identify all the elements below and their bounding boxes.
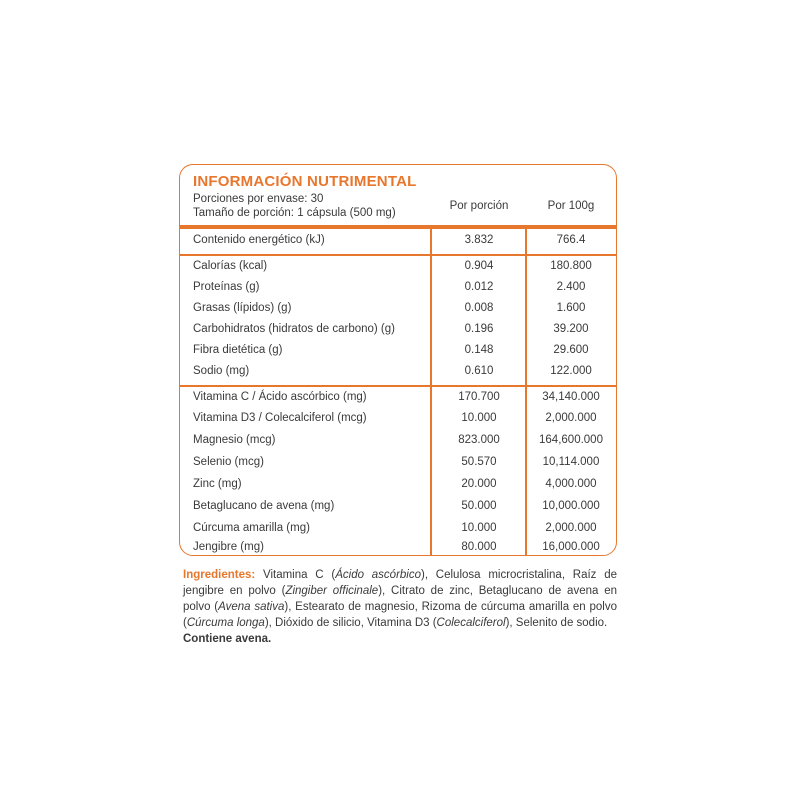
row-label: Jengibre (mg) [193,541,264,553]
table-row-energy [180,231,616,252]
table-row [180,497,616,518]
ingredients-scientific-name: Ácido ascórbico [335,569,421,581]
row-value-per-100g: 2.400 [556,281,586,293]
ingredients-text: ), Selenito de sodio. [505,617,608,629]
row-label: Grasas (lípidos) (g) [193,302,292,314]
section-divider [180,385,616,387]
row-label: Fibra dietética (g) [193,344,283,356]
row-label: Calorías (kcal) [193,260,268,272]
row-value-per-100g: 10,000.000 [542,500,600,512]
nutrition-facts-panel [179,164,617,556]
row-value-per-serving: 0.148 [464,344,494,356]
row-value-per-serving: 50.000 [461,500,497,512]
serving-size: Tamaño de porción: 1 cápsula (500 mg) [193,207,396,219]
table-row [180,519,616,540]
ingredients-scientific-name: Cúrcuma longa [186,617,265,629]
row-value-per-100g: 1.600 [556,302,586,314]
ingredients-paragraph [183,567,617,647]
table-row [180,257,616,278]
table-row [180,538,616,559]
row-value-per-serving: 0.008 [464,302,494,314]
table-row [180,409,616,430]
row-value-per-serving: 50.570 [461,456,497,468]
row-value-per-100g: 766.4 [556,234,586,246]
row-label: Betaglucano de avena (mg) [193,500,335,512]
allergen-statement: Contiene avena. [183,633,272,645]
servings-per-container: Porciones por envase: 30 [193,193,324,205]
col-header-per-100g: Por 100g [547,200,595,212]
row-value-per-serving: 0.904 [464,260,494,272]
row-label: Cúrcuma amarilla (mg) [193,522,310,534]
ingredients-scientific-name: Zingiber officinale [285,585,379,597]
row-value-per-serving: 3.832 [464,234,494,246]
row-value-per-serving: 20.000 [461,478,497,490]
table-row [180,299,616,320]
table-row [180,362,616,383]
row-value-per-serving: 10.000 [461,412,497,424]
row-value-per-serving: 0.610 [464,365,494,377]
row-value-per-100g: 2,000.000 [545,522,597,534]
row-label: Magnesio (mcg) [193,434,276,446]
row-value-per-100g: 10,114.000 [542,456,600,468]
row-value-per-serving: 170.700 [458,391,500,403]
row-value-per-100g: 2,000.000 [545,412,597,424]
row-value-per-100g: 122.000 [550,365,592,377]
row-value-per-serving: 10.000 [461,522,497,534]
row-label: Vitamina C / Ácido ascórbico (mg) [193,391,367,403]
row-label: Carbohidratos (hidratos de carbono) (g) [193,323,395,335]
row-label: Vitamina D3 / Colecalciferol (mcg) [193,412,367,424]
ingredients-scientific-name: Avena sativa [218,601,285,613]
table-row [180,320,616,341]
row-value-per-serving: 823.000 [458,434,500,446]
section-divider [180,254,616,256]
row-value-per-100g: 34,140.000 [542,391,600,403]
table-row [180,388,616,409]
row-label: Proteínas (g) [193,281,260,293]
table-row [180,341,616,362]
row-label: Sodio (mg) [193,365,250,377]
ingredients-text: Vitamina C ( [255,569,336,581]
ingredients-text: ), Estearato de magnesio, Rizoma de cúrcuma amarilla en polvo ( [183,601,617,629]
ingredients-label: Ingredientes: [183,569,256,581]
row-value-per-100g: 4,000.000 [545,478,597,490]
row-label: Zinc (mg) [193,478,242,490]
row-label: Selenio (mcg) [193,456,264,468]
row-value-per-serving: 0.012 [464,281,494,293]
row-value-per-serving: 0.196 [464,323,494,335]
ingredients-text: ), Citrato de zinc, Betaglucano de avena en polvo ( [183,585,617,613]
ingredients-text: ), Dióxido de silicio, Vitamina D3 ( [264,617,437,629]
table-row [180,453,616,474]
row-label: Contenido energético (kJ) [193,234,325,246]
col-header-per-serving: Por porción [449,200,509,212]
row-value-per-100g: 180.800 [550,260,592,272]
row-value-per-serving: 80.000 [461,541,497,553]
header-divider [180,225,616,229]
table-row [180,431,616,452]
row-value-per-100g: 164,600.000 [539,434,603,446]
table-row [180,278,616,299]
row-value-per-100g: 39.200 [553,323,589,335]
panel-title: INFORMACIÓN NUTRIMENTAL [193,173,417,190]
ingredients-scientific-name: Colecalciferol [436,617,506,629]
row-value-per-100g: 29.600 [553,344,589,356]
row-value-per-100g: 16,000.000 [542,541,600,553]
ingredients-text: ), Celulosa microcristalina, Raíz de jengibre en polvo ( [183,569,617,597]
table-row [180,475,616,496]
